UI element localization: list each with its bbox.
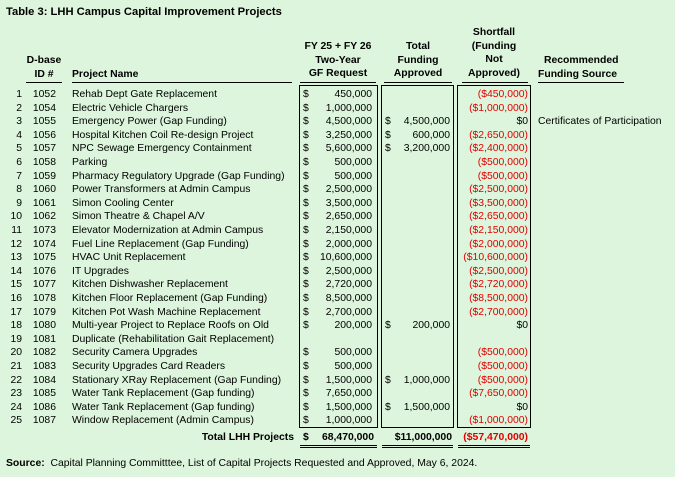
table-row <box>0 414 675 428</box>
shortfall-amount: ($2,500,000) <box>469 184 528 196</box>
request-amount: 4,500,000 <box>325 116 372 128</box>
table-row <box>0 401 675 415</box>
request-currency-sign: $ <box>303 184 309 196</box>
project-name: Security Camera Upgrades <box>72 347 198 359</box>
request-currency-sign: $ <box>303 361 309 372</box>
table-row <box>0 156 675 170</box>
header-shortfall-underline <box>462 82 528 83</box>
approved-amount: 3,200,000 <box>403 143 450 155</box>
project-name: Electric Vehicle Chargers <box>72 102 189 114</box>
project-name: Water Tank Replacement (Gap funding) <box>72 401 255 413</box>
header-dbase-line1: D-base <box>26 55 62 66</box>
request-amount: 1,500,000 <box>325 401 372 413</box>
approved-amount: 600,000 <box>412 129 450 141</box>
project-name: Simon Cooling Center <box>72 197 174 209</box>
row-number: 9 <box>16 197 22 209</box>
request-amount: 500,000 <box>334 361 372 372</box>
total-approved: $11,000,000 <box>394 432 452 443</box>
table-row <box>0 210 675 224</box>
request-currency-sign: $ <box>303 374 309 386</box>
project-name: Duplicate (Rehabilitation Gait Replacement) <box>72 333 275 345</box>
project-name: NPC Sewage Emergency Containment <box>72 143 252 155</box>
row-number: 12 <box>10 238 22 250</box>
shortfall-amount: ($2,700,000) <box>469 306 528 318</box>
project-name: HVAC Unit Replacement <box>72 252 186 264</box>
table-row <box>0 278 675 292</box>
total-shortfall: ($57,470,000) <box>463 432 528 443</box>
header-shortfall-line2: (Funding <box>471 40 517 52</box>
shortfall-amount: ($7,650,000) <box>469 388 528 400</box>
dbase-id: 1082 <box>32 347 56 359</box>
request-currency-sign: $ <box>303 401 309 413</box>
source-label: Source: <box>6 458 45 469</box>
request-currency-sign: $ <box>303 293 309 304</box>
approved-currency-sign: $ <box>385 320 391 332</box>
header-approved-line1: Total <box>405 41 431 52</box>
row-number: 6 <box>16 157 22 168</box>
project-name: Emergency Power (Gap Funding) <box>72 116 227 128</box>
row-number: 23 <box>10 388 22 400</box>
table-row <box>0 292 675 306</box>
source-text: Capital Planning Committtee, List of Capital Projects Requested and Approved, May 6, 2024. <box>44 458 478 469</box>
row-number: 15 <box>10 279 22 291</box>
header-approved-underline <box>384 82 452 83</box>
row-number: 3 <box>16 116 22 128</box>
dbase-id: 1059 <box>32 170 56 182</box>
dbase-id: 1075 <box>32 252 56 264</box>
row-number: 2 <box>16 102 22 114</box>
row-number: 21 <box>10 361 22 372</box>
project-name: Water Tank Replacement (Gap funding) <box>72 388 255 400</box>
project-name: Hospital Kitchen Coil Re-design Project <box>72 129 254 141</box>
request-currency-sign: $ <box>303 129 309 141</box>
row-number: 14 <box>10 265 22 277</box>
table-row <box>0 102 675 116</box>
shortfall-amount: ($1,000,000) <box>469 102 528 114</box>
approved-currency-sign: $ <box>385 143 391 155</box>
shortfall-amount: ($10,600,000) <box>463 252 528 264</box>
shortfall-amount: $0 <box>516 116 528 128</box>
dbase-id: 1074 <box>32 238 56 250</box>
dbase-id: 1079 <box>32 306 56 318</box>
request-amount: 450,000 <box>334 89 372 100</box>
request-currency-sign: $ <box>303 306 309 318</box>
dbase-id: 1052 <box>32 89 56 100</box>
shortfall-amount: ($2,650,000) <box>469 211 528 223</box>
dbase-id: 1080 <box>32 320 56 332</box>
dbase-id: 1061 <box>32 197 56 209</box>
header-shortfall-line4: Approved) <box>468 67 520 79</box>
request-amount: 2,720,000 <box>325 279 372 291</box>
header-project-label: Project Name <box>72 69 139 80</box>
header-request-underline <box>300 82 376 83</box>
total-request: 68,470,000 <box>321 432 374 443</box>
total-label: Total LHH Projects <box>201 432 294 443</box>
dbase-id: 1056 <box>32 129 56 141</box>
project-name: Simon Theatre & Chapel A/V <box>72 211 205 223</box>
row-number: 5 <box>16 143 22 155</box>
table-row <box>0 88 675 102</box>
shortfall-amount: ($500,000) <box>477 374 528 386</box>
table-row <box>0 238 675 252</box>
request-currency-sign: $ <box>303 388 309 400</box>
funding-source: Certificates of Participation <box>538 116 662 128</box>
approved-currency-sign: $ <box>385 374 391 386</box>
table-row <box>0 265 675 279</box>
request-amount: 8,500,000 <box>325 293 372 304</box>
shortfall-amount: ($2,150,000) <box>469 225 528 236</box>
table-row <box>0 306 675 320</box>
shortfall-amount: ($8,500,000) <box>469 293 528 304</box>
project-name: Stationary XRay Replacement (Gap Funding) <box>72 374 282 386</box>
dbase-id: 1081 <box>32 333 56 345</box>
row-number: 24 <box>10 401 22 413</box>
dbase-id: 1078 <box>32 293 56 304</box>
row-number: 1 <box>16 89 22 100</box>
header-request-line2: Two-Year <box>315 54 361 66</box>
row-number: 16 <box>10 293 22 304</box>
row-number: 8 <box>16 184 22 196</box>
table-row <box>0 360 675 374</box>
header-approved-line3: Approved <box>393 68 443 80</box>
request-currency-sign: $ <box>303 102 309 114</box>
request-currency-sign: $ <box>303 211 309 223</box>
request-currency-sign: $ <box>303 197 309 209</box>
project-name: Pharmacy Regulatory Upgrade (Gap Funding) <box>72 170 285 182</box>
project-name: Window Replacement (Admin Campus) <box>72 415 254 427</box>
dbase-id: 1083 <box>32 361 56 372</box>
shortfall-amount: ($1,000,000) <box>469 415 528 427</box>
header-request <box>298 40 378 81</box>
table-row <box>0 251 675 265</box>
request-currency-sign: $ <box>303 415 309 427</box>
dbase-id: 1062 <box>32 211 56 223</box>
dbase-id: 1060 <box>32 184 56 196</box>
request-currency-sign: $ <box>303 279 309 291</box>
row-number: 25 <box>10 415 22 427</box>
request-amount: 3,500,000 <box>325 197 372 209</box>
project-name: Rehab Dept Gate Replacement <box>72 89 217 100</box>
request-amount: 2,500,000 <box>325 265 372 277</box>
request-amount: 7,650,000 <box>325 388 372 400</box>
request-amount: 5,600,000 <box>325 143 372 155</box>
dbase-id: 1076 <box>32 265 56 277</box>
approved-currency-sign: $ <box>385 116 391 128</box>
shortfall-amount: ($500,000) <box>477 157 528 168</box>
request-currency-sign: $ <box>303 347 309 359</box>
request-currency-sign: $ <box>303 170 309 182</box>
request-currency-sign: $ <box>303 116 309 128</box>
request-currency-sign: $ <box>303 265 309 277</box>
header-source-line1: Recommended <box>544 55 619 66</box>
request-amount: 1,000,000 <box>325 415 372 427</box>
project-name: Kitchen Dishwasher Replacement <box>72 279 228 291</box>
shortfall-amount: $0 <box>516 401 528 413</box>
row-number: 17 <box>10 306 22 318</box>
header-shortfall-line1: Shortfall <box>472 27 516 38</box>
total-request-sign: $ <box>303 432 309 443</box>
dbase-id: 1085 <box>32 388 56 400</box>
project-name: IT Upgrades <box>72 265 129 277</box>
project-name: Elevator Modernization at Admin Campus <box>72 225 264 236</box>
project-name: Parking <box>72 157 108 168</box>
request-amount: 3,250,000 <box>325 129 372 141</box>
header-approved-line2: Funding <box>397 54 439 66</box>
dbase-id: 1073 <box>32 225 56 236</box>
dbase-id: 1084 <box>32 374 56 386</box>
shortfall-amount: ($2,500,000) <box>469 265 528 277</box>
approved-currency-sign: $ <box>385 401 391 413</box>
shortfall-amount: ($2,720,000) <box>469 279 528 291</box>
row-number: 7 <box>16 170 22 182</box>
header-approved <box>382 40 454 81</box>
source-note <box>6 458 477 469</box>
approved-currency-sign: $ <box>385 129 391 141</box>
request-currency-sign: $ <box>303 238 309 250</box>
shortfall-amount: ($2,000,000) <box>469 238 528 250</box>
table-row <box>0 129 675 143</box>
header-dbase <box>24 54 64 81</box>
request-amount: 1,500,000 <box>325 374 372 386</box>
request-amount: 2,500,000 <box>325 184 372 196</box>
request-currency-sign: $ <box>303 225 309 236</box>
dbase-id: 1086 <box>32 401 56 413</box>
header-source <box>538 54 634 81</box>
table-row <box>0 374 675 388</box>
header-project-underline <box>72 82 292 83</box>
table-title: Table 3: LHH Campus Capital Improvement Projects <box>6 6 282 18</box>
shortfall-amount: ($2,650,000) <box>469 129 528 141</box>
shortfall-amount: ($450,000) <box>477 89 528 100</box>
project-name: Fuel Line Replacement (Gap Funding) <box>72 238 249 250</box>
table-row <box>0 333 675 347</box>
shortfall-amount: ($500,000) <box>477 347 528 359</box>
table-row <box>0 319 675 333</box>
header-shortfall-line3: Not <box>485 54 503 66</box>
header-project <box>72 68 138 82</box>
shortfall-amount: $0 <box>516 320 528 332</box>
dbase-id: 1058 <box>32 157 56 168</box>
header-shortfall <box>458 26 530 80</box>
total-shortfall-double-underline <box>458 445 530 448</box>
project-name: Kitchen Pot Wash Machine Replacement <box>72 306 261 318</box>
approved-amount: 4,500,000 <box>403 116 450 128</box>
row-number: 4 <box>16 129 22 141</box>
request-amount: 2,150,000 <box>325 225 372 236</box>
total-row <box>0 431 675 445</box>
request-amount: 500,000 <box>334 170 372 182</box>
request-currency-sign: $ <box>303 143 309 155</box>
table-row <box>0 224 675 238</box>
project-name: Power Transformers at Admin Campus <box>72 184 251 196</box>
header-request-line1: FY 25 + FY 26 <box>304 41 372 52</box>
dbase-id: 1057 <box>32 143 56 155</box>
row-number: 11 <box>11 225 22 236</box>
project-name: Kitchen Floor Replacement (Gap Funding) <box>72 293 268 304</box>
header-request-line3: GF Request <box>308 68 368 80</box>
row-number: 13 <box>10 252 22 264</box>
header-source-underline <box>538 82 624 83</box>
approved-amount: 1,500,000 <box>403 401 450 413</box>
request-amount: 200,000 <box>334 320 372 332</box>
project-name: Security Upgrades Card Readers <box>72 361 226 372</box>
row-number: 20 <box>10 347 22 359</box>
dbase-id: 1077 <box>32 279 56 291</box>
row-number: 22 <box>10 374 22 386</box>
request-amount: 500,000 <box>334 157 372 168</box>
total-approved-double-underline <box>382 445 453 448</box>
request-amount: 2,000,000 <box>325 238 372 250</box>
row-number: 19 <box>10 333 22 345</box>
header-dbase-underline <box>26 82 62 83</box>
shortfall-amount: ($2,400,000) <box>469 143 528 155</box>
request-currency-sign: $ <box>303 320 309 332</box>
table-row <box>0 183 675 197</box>
request-currency-sign: $ <box>303 157 309 168</box>
row-number: 18 <box>10 320 22 332</box>
table-row <box>0 115 675 129</box>
shortfall-amount: ($3,500,000) <box>469 197 528 209</box>
request-amount: 500,000 <box>334 347 372 359</box>
dbase-id: 1055 <box>32 116 56 128</box>
dbase-id: 1087 <box>32 415 56 427</box>
dbase-id: 1054 <box>32 102 56 114</box>
approved-amount: 200,000 <box>412 320 450 332</box>
request-amount: 10,600,000 <box>319 252 372 264</box>
total-request-double-underline <box>300 445 377 448</box>
row-number: 10 <box>10 211 22 223</box>
table-row <box>0 197 675 211</box>
project-name: Multi-year Project to Replace Roofs on Old <box>72 320 269 332</box>
table-row <box>0 387 675 401</box>
request-amount: 2,650,000 <box>325 211 372 223</box>
table-row <box>0 170 675 184</box>
header-dbase-line2: ID # <box>34 68 54 80</box>
table-row <box>0 142 675 156</box>
shortfall-amount: ($500,000) <box>477 170 528 182</box>
request-currency-sign: $ <box>303 89 309 100</box>
approved-amount: 1,000,000 <box>403 374 450 386</box>
table-row <box>0 346 675 360</box>
shortfall-amount: ($500,000) <box>477 361 528 372</box>
request-amount: 1,000,000 <box>325 102 372 114</box>
request-amount: 2,700,000 <box>325 306 372 318</box>
header-source-line2: Funding Source <box>538 68 618 80</box>
request-currency-sign: $ <box>303 252 309 264</box>
